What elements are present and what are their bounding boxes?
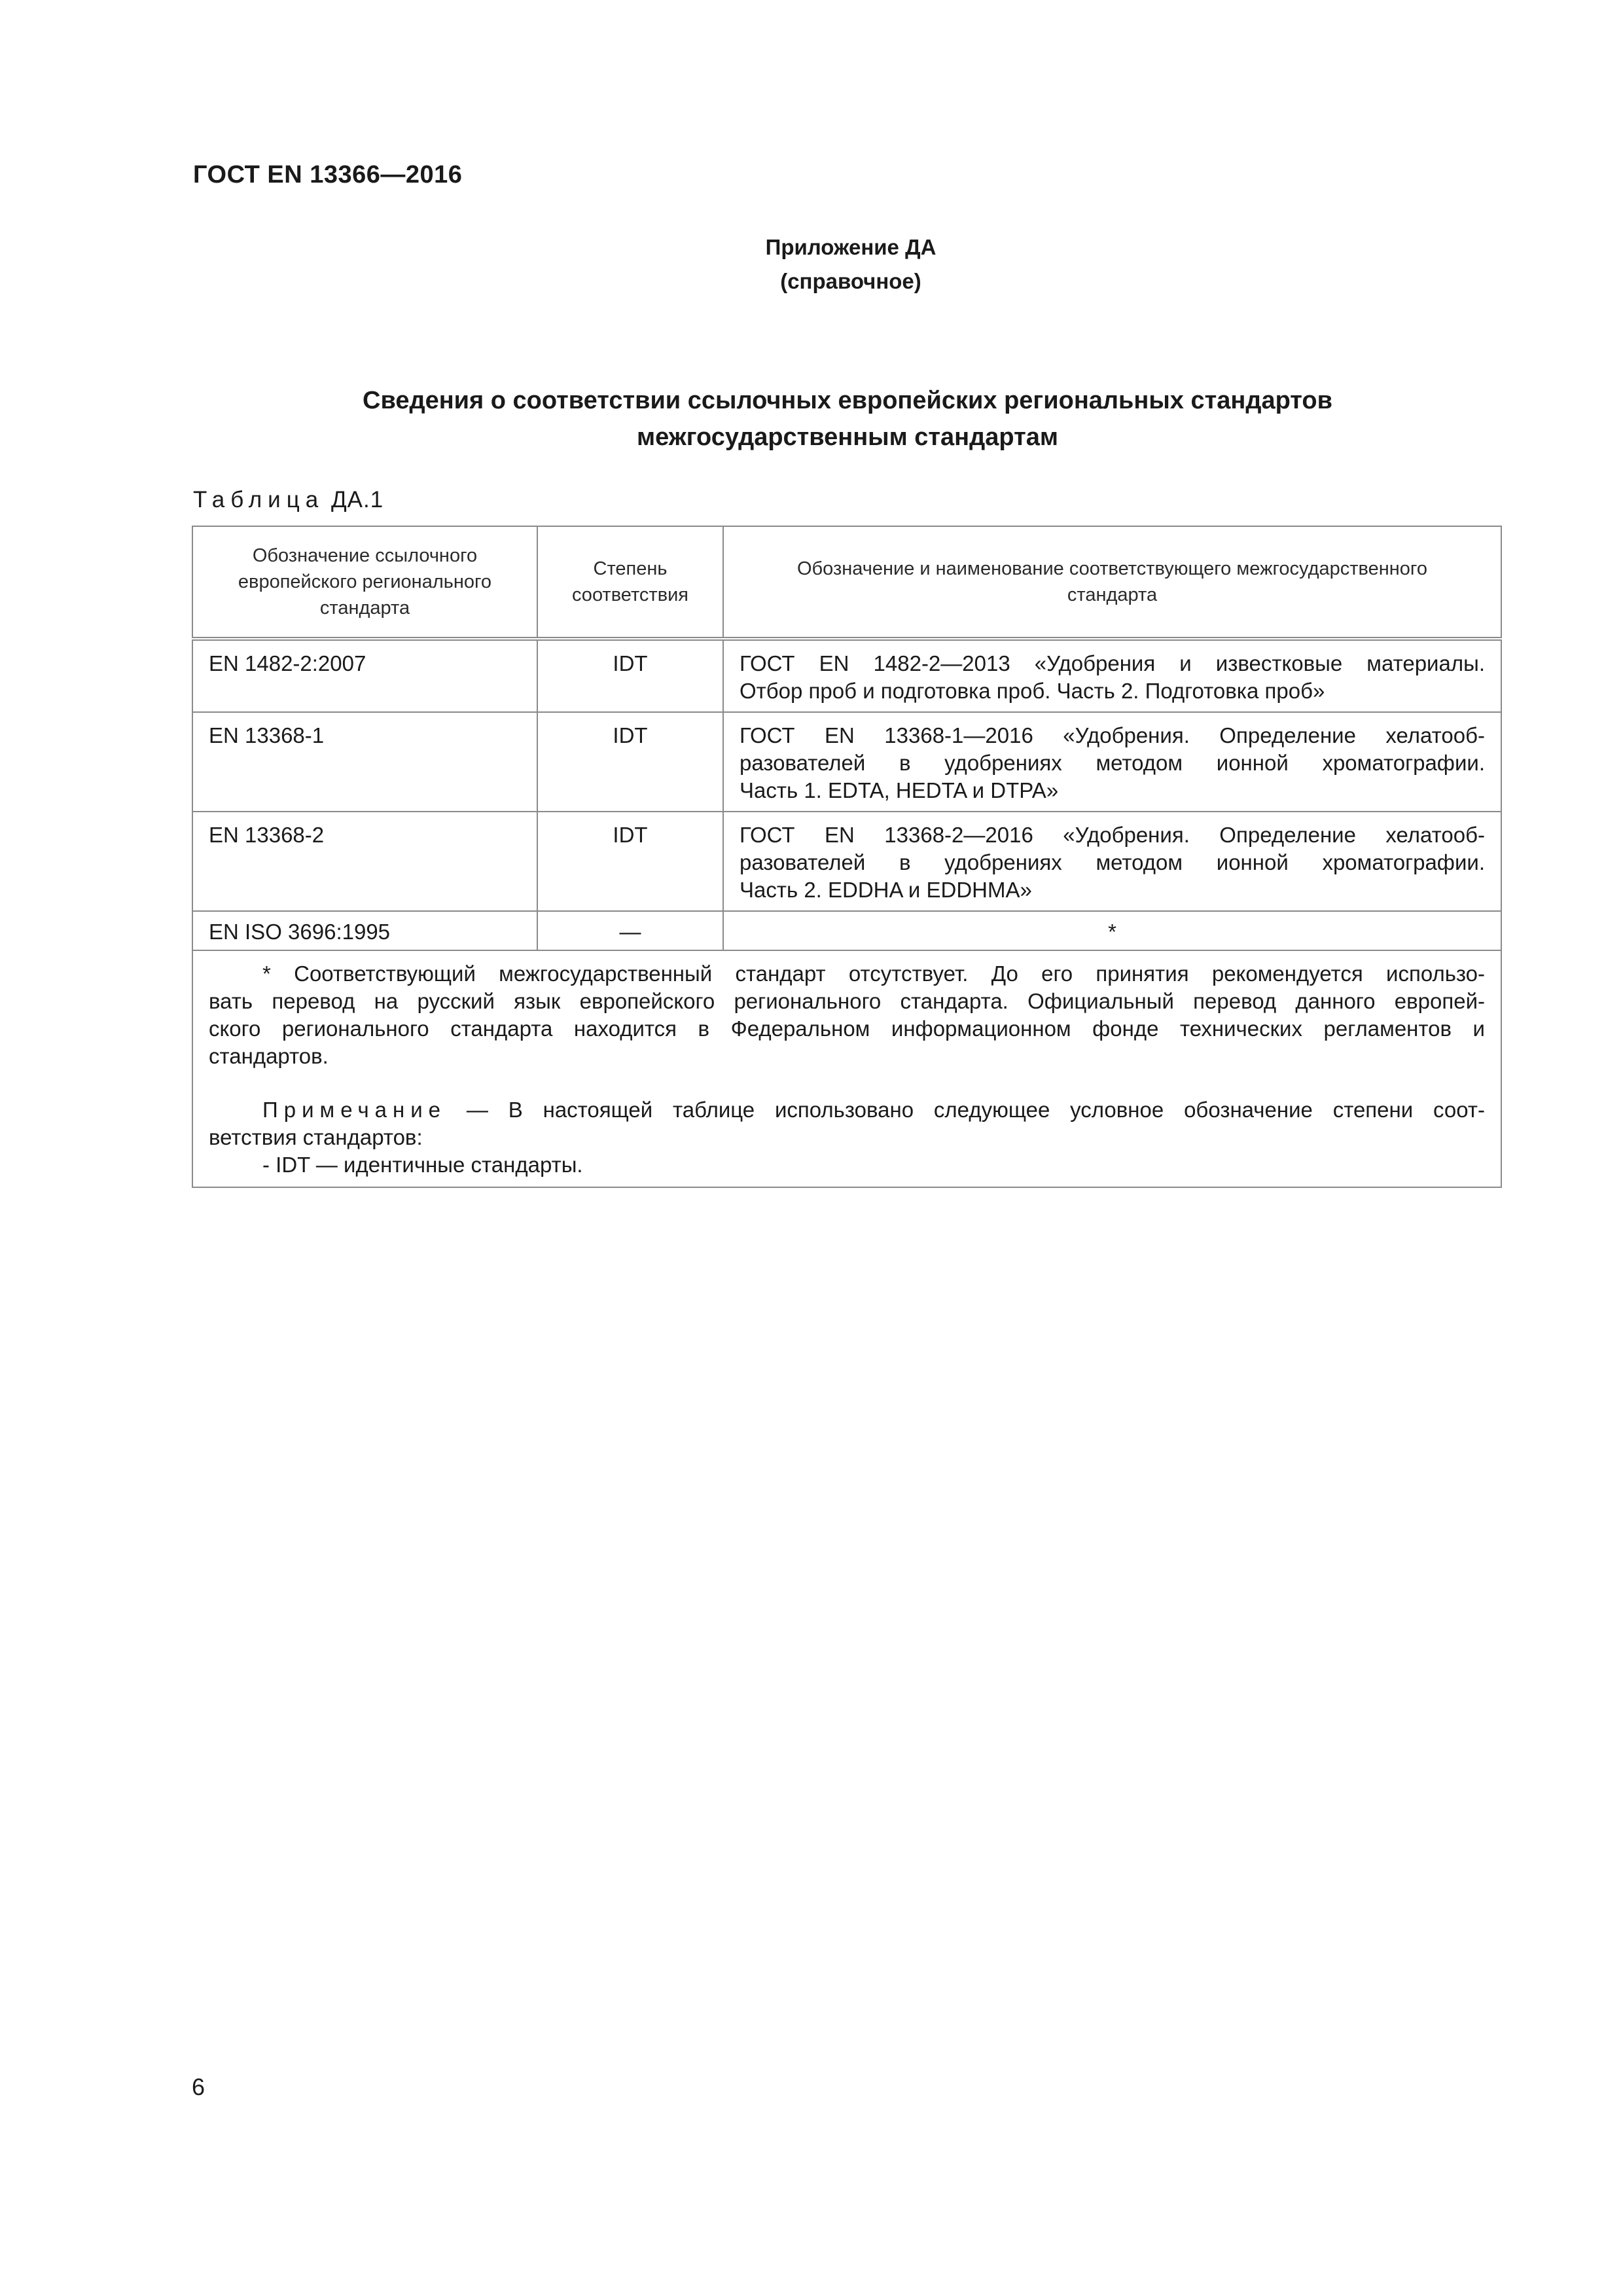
header-interstate-standard — [723, 526, 1501, 639]
cell-text-line: разователей в удобрениях методом ионной хроматографии. — [740, 751, 1485, 775]
cell-text-line: Часть 1. EDTA, HEDTA и DTPA» — [740, 778, 1059, 802]
cell-reference: EN 1482-2:2007 — [192, 639, 537, 712]
table-row — [192, 712, 1501, 812]
header-line: стандарта — [319, 598, 410, 619]
cell-interstate-standard — [723, 812, 1501, 911]
cell-degree: IDT — [537, 812, 723, 911]
header-line: Степень — [593, 558, 668, 579]
note-line: - IDT — идентичные стандарты. — [262, 1153, 583, 1177]
cell-interstate-standard: * — [723, 911, 1501, 950]
cell-reference: EN ISO 3696:1995 — [192, 911, 537, 950]
cell-text-line: разователей в удобрениях методом ионной хроматографии. — [740, 850, 1485, 874]
header-line: стандарта — [1067, 584, 1158, 605]
appendix-title: Приложение ДА — [765, 235, 936, 259]
header-line: Обозначение ссылочного — [252, 545, 478, 566]
page-number: 6 — [192, 2073, 205, 2100]
cell-interstate-standard — [723, 639, 1501, 712]
table-row — [192, 639, 1501, 712]
footnote-line: ского регионального стандарта находится в Федеральном информационном фонде технических регламентов и — [209, 1016, 1485, 1041]
cell-degree: IDT — [537, 639, 723, 712]
header-reference-standard — [192, 526, 537, 639]
cell-text-line: ГОСТ EN 1482-2—2013 «Удобрения и известковые материалы. — [740, 651, 1485, 675]
note-word: Примечание — [262, 1098, 447, 1122]
cell-degree: IDT — [537, 712, 723, 812]
header-line: Обозначение и наименование соответствующего межгосударственного — [797, 558, 1427, 579]
correspondence-table — [192, 526, 1502, 1188]
section-title-line-1: Сведения о соответствии ссылочных европейских региональных стандартов — [363, 387, 1332, 414]
section-title — [193, 382, 1502, 456]
table-row — [192, 812, 1501, 911]
header-degree — [537, 526, 723, 639]
section-title-line-2: межгосударственным стандартам — [637, 423, 1058, 451]
footnote-line: стандартов. — [209, 1044, 329, 1068]
cell-text-line: Часть 2. EDDHA и EDDHMA» — [740, 878, 1032, 902]
table-footnote-row — [192, 950, 1501, 1187]
appendix-heading — [654, 230, 1047, 298]
cell-text-line: ГОСТ EN 13368-1—2016 «Удобрения. Определение хелатооб- — [740, 723, 1485, 747]
table-header-row — [192, 526, 1501, 639]
cell-text-line: Отбор проб и подготовка проб. Часть 2. Подготовка проб» — [740, 679, 1325, 703]
appendix-subtitle: (справочное) — [780, 269, 921, 293]
cell-interstate-standard — [723, 712, 1501, 812]
cell-text-line: ГОСТ EN 13368-2—2016 «Удобрения. Определение хелатооб- — [740, 823, 1485, 847]
cell-degree: — — [537, 911, 723, 950]
document-code-header: ГОСТ EN 13366—2016 — [193, 161, 463, 188]
footnote-line: * Соответствующий межгосударственный стандарт отсутствует. До его принятия рекомендуется использо- — [262, 961, 1485, 986]
header-line: соответствия — [571, 584, 689, 605]
cell-reference: EN 13368-2 — [192, 812, 537, 911]
table-caption-number: ДА.1 — [330, 487, 384, 512]
table-footnote — [192, 950, 1501, 1187]
note-text: — В настоящей таблице использовано следующее условное обозначение степени соот- — [466, 1098, 1485, 1122]
table-caption — [193, 487, 383, 513]
table-row — [192, 911, 1501, 950]
table-caption-word: Таблица — [193, 487, 325, 512]
footnote-line: вать перевод на русский язык европейского регионального стандарта. Официальный перевод данного европей- — [209, 989, 1485, 1013]
note-line — [209, 1096, 1485, 1124]
header-line: европейского регионального — [238, 571, 492, 592]
note-line: ветствия стандартов: — [209, 1125, 423, 1149]
cell-reference: EN 13368-1 — [192, 712, 537, 812]
